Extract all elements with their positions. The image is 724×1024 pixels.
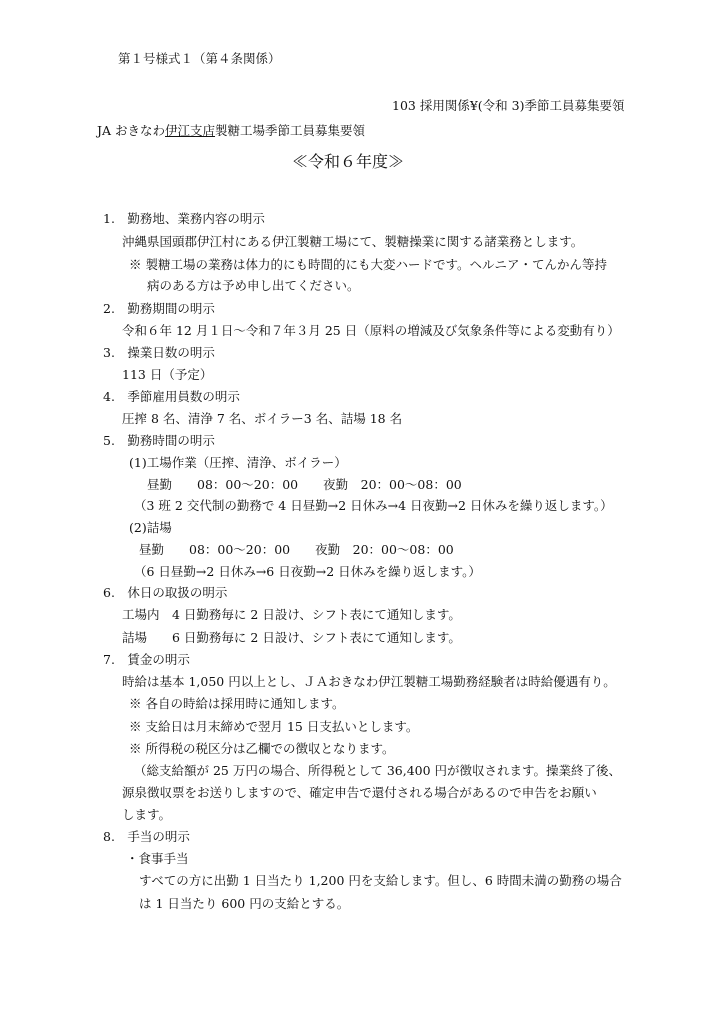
section-5-sub-2-time: 昼勤 08：00～20：00 夜勤 20：00～08：00 [139, 542, 454, 557]
section-7-detail-1: （総支給額が 25 万円の場合、所得税として 36,400 円が徴収されます。操業終了後、 [134, 763, 622, 778]
heading-prefix: JA おきなわ [97, 123, 166, 138]
heading-suffix: 製糖工場季節工員募集要領 [215, 123, 366, 138]
section-5-sub-2-note: （6 日昼勤→2 日休み→6 日夜勤→2 日休みを繰り返します。） [134, 564, 481, 579]
reference-code: 103 採用関係¥(令和 3)季節工員募集要領 [392, 98, 625, 113]
section-1-title: 1. 勤務地、業務内容の明示 [103, 211, 265, 226]
section-5-sub-1: (1)工場作業（圧搾、清浄、ボイラー） [129, 455, 347, 470]
section-8-body-2: は 1 日当たり 600 円の支給とする。 [139, 896, 350, 911]
section-4-body: 圧搾 8 名、清浄 7 名、ボイラー3 名、詰場 18 名 [122, 411, 403, 426]
section-6-title: 6. 休日の取扱の明示 [103, 585, 228, 600]
section-2-body: 令和６年 12 月１日～令和７年３月 25 日（原料の増減及び気象条件等による変動有り） [122, 323, 620, 338]
section-1-body: 沖縄県国頭郡伊江村にある伊江製糖工場にて、製糖操業に関する諸業務とします。 [122, 234, 584, 249]
form-label: 第１号様式１（第４条関係） [118, 51, 281, 66]
section-8-title: 8. 手当の明示 [103, 829, 190, 844]
section-1-note-cont: 病のある方は予め申し出てください。 [147, 278, 360, 293]
section-7-body: 時給は基本 1,050 円以上とし、ＪＡおきなわ伊江製糖工場勤務経験者は時給優遇有り。 [122, 674, 616, 689]
section-7-detail-2: 源泉徴収票をお送りしますので、確定申告で還付される場合があるので申告をお願い [122, 785, 597, 800]
section-3-title: 3. 操業日数の明示 [103, 345, 215, 360]
document-heading [97, 122, 365, 140]
section-7-note-2: ※ 支給日は月末締めで翌月 15 日支払いとします。 [129, 719, 419, 734]
section-5-title: 5. 勤務時間の明示 [103, 433, 215, 448]
section-7-note-3: ※ 所得税の税区分は乙欄での徴収となります。 [129, 741, 395, 756]
section-5-sub-2: (2)詰場 [129, 520, 172, 535]
section-5-sub-1-time: 昼勤 08：00～20：00 夜勤 20：00～08：00 [147, 477, 462, 492]
section-7-note-1: ※ 各自の時給は採用時に通知します。 [129, 696, 345, 711]
year-title: ≪令和６年度≫ [292, 152, 405, 171]
section-6-line-1: 工場内 4 日勤務毎に 2 日設け、シフト表にて通知します。 [122, 607, 461, 622]
section-8-item: ・食事手当 [126, 851, 189, 866]
section-2-title: 2. 勤務期間の明示 [103, 301, 215, 316]
section-3-body: 113 日（予定） [122, 367, 213, 382]
heading-branch: 伊江支店 [165, 123, 216, 138]
section-7-title: 7. 賃金の明示 [103, 652, 190, 667]
section-7-detail-3: します。 [122, 807, 172, 822]
section-4-title: 4. 季節雇用員数の明示 [103, 389, 240, 404]
section-1-note: ※ 製糖工場の業務は体力的にも時間的にも大変ハードです。ヘルニア・てんかん等持 [129, 257, 607, 272]
section-5-sub-1-note: （3 班 2 交代制の勤務で 4 日昼勤→2 日休み→4 日夜勤→2 日休みを繰り返します。） [134, 498, 613, 513]
section-8-body-1: すべての方に出勤 1 日当たり 1,200 円を支給します。但し、6 時間未満の勤務の場合 [139, 873, 622, 888]
section-6-line-2: 詰場 6 日勤務毎に 2 日設け、シフト表にて通知します。 [122, 630, 461, 645]
